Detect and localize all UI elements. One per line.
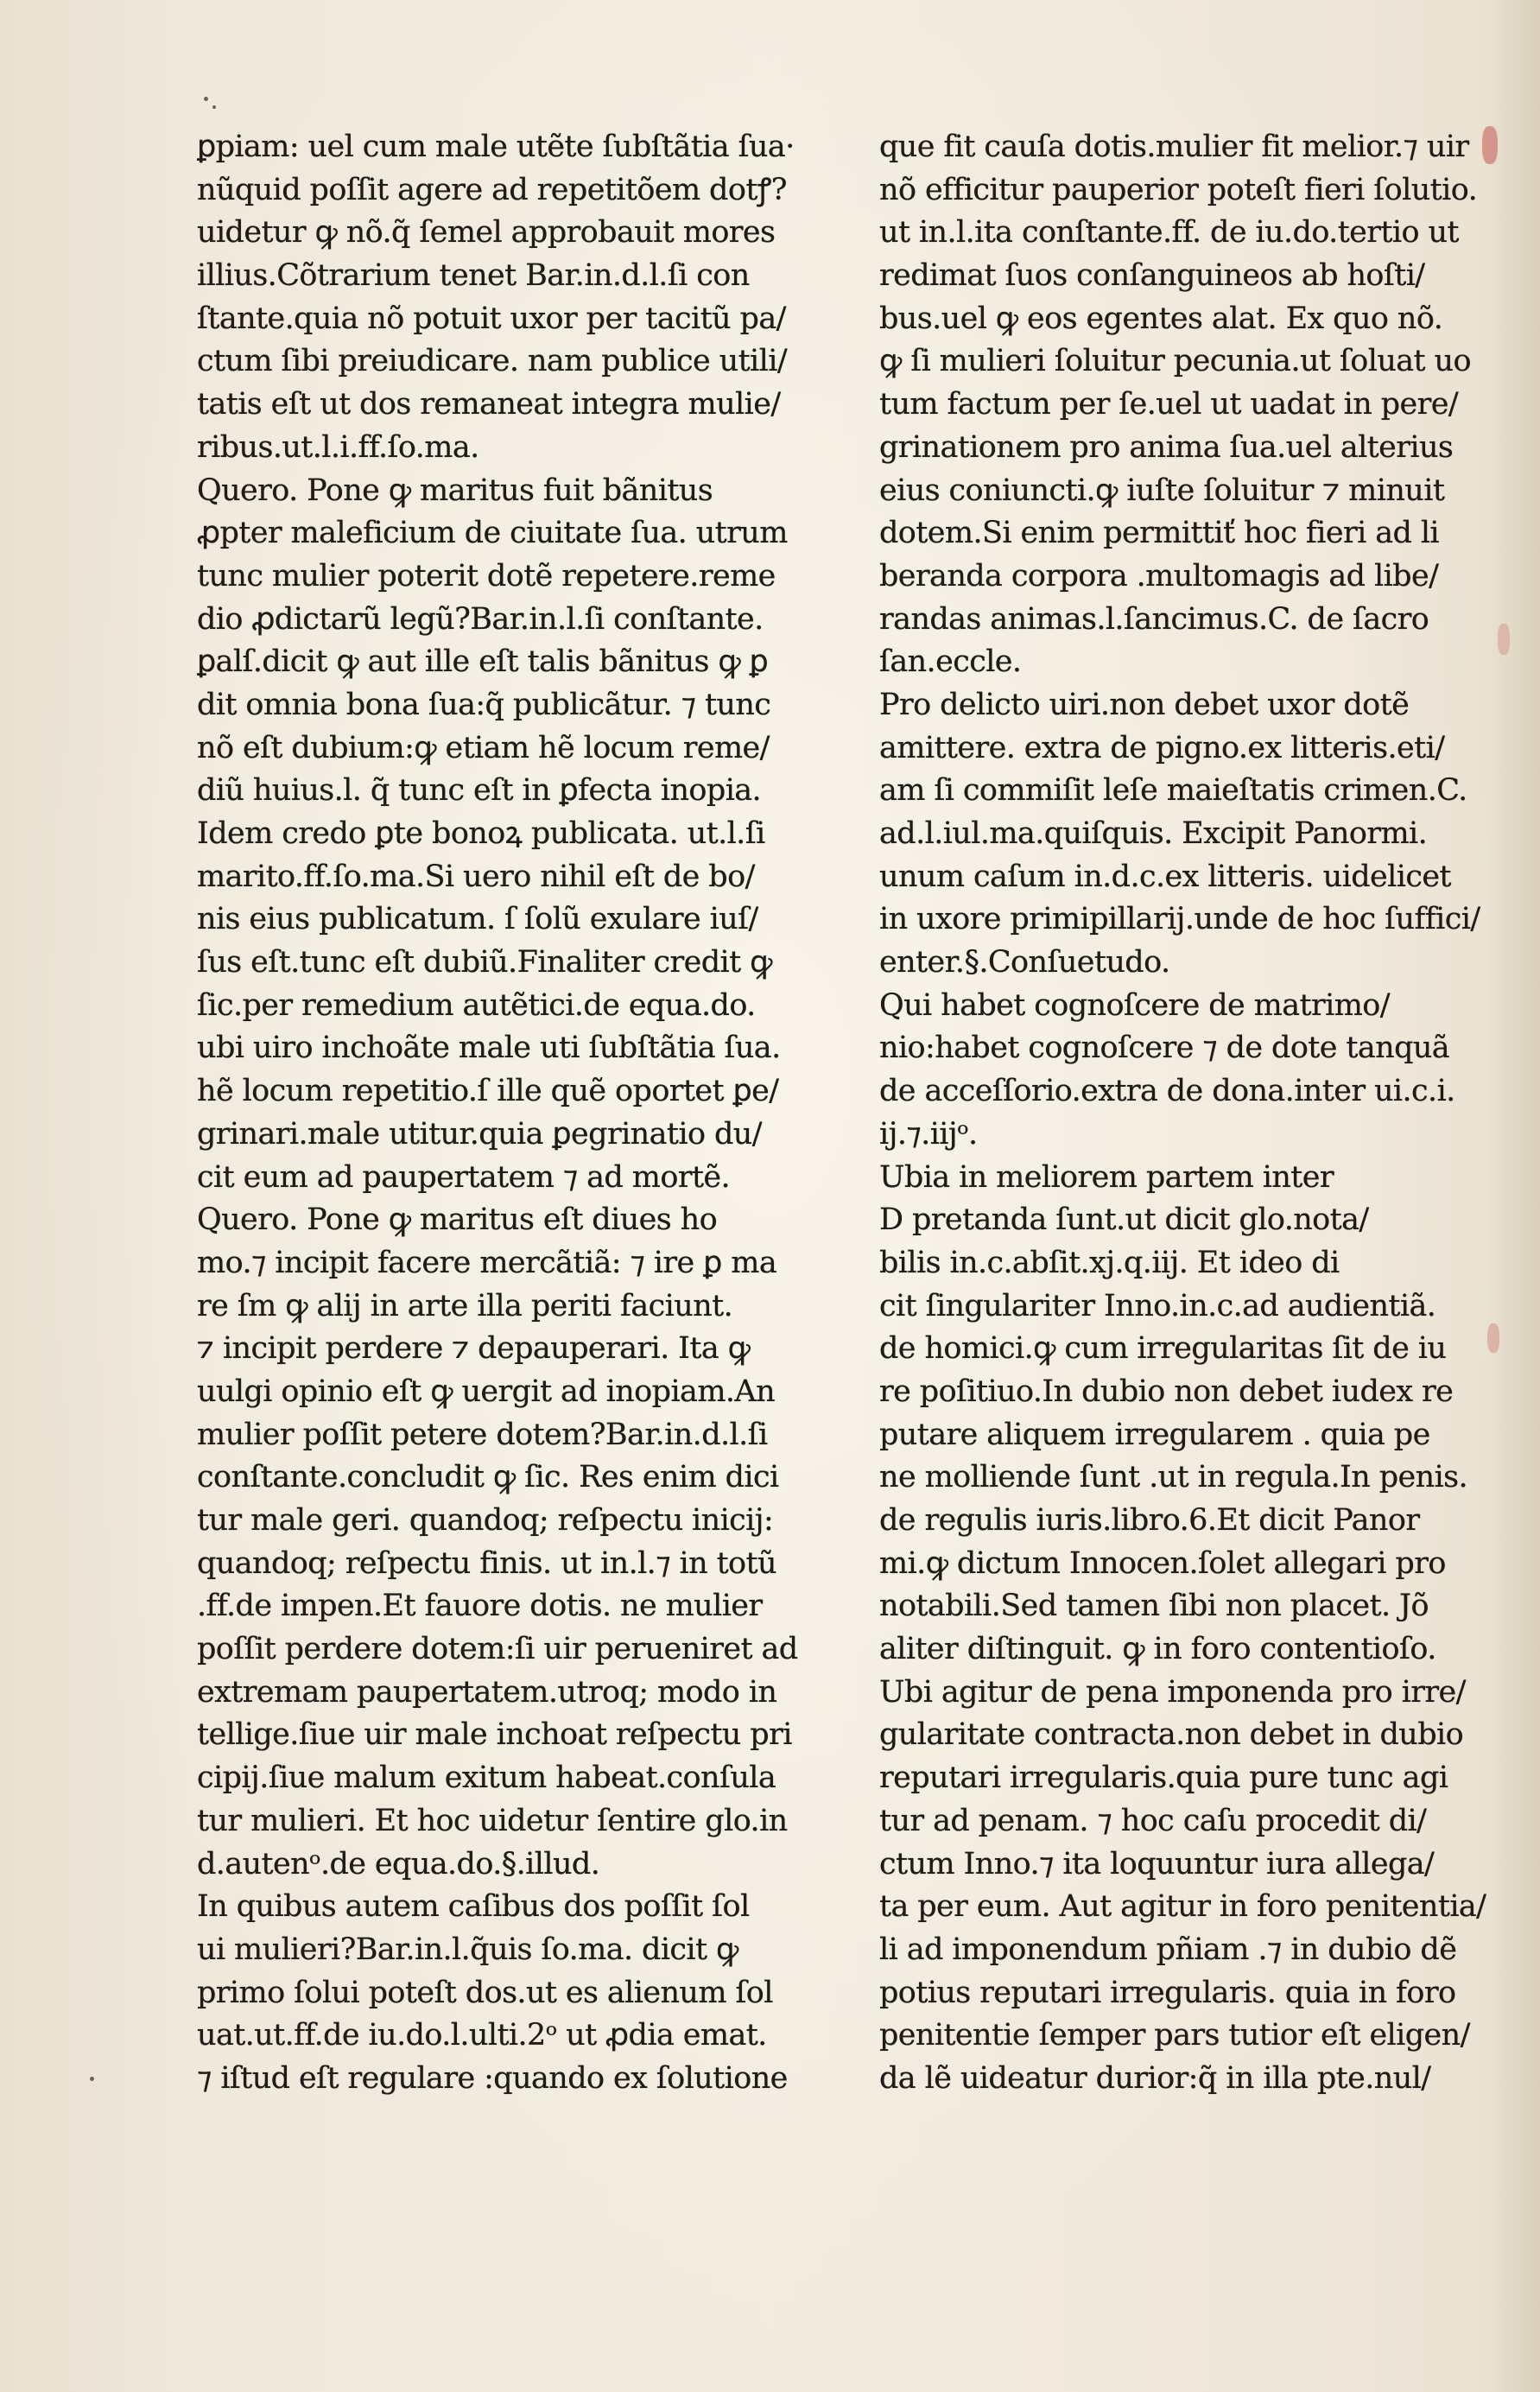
text-line: dit omnia bona ſua:q̃ publicãtur. ⁊ tunc bbox=[197, 687, 771, 722]
text-line: .ff.de impen.Et fauore dotis. ne mulier bbox=[197, 1589, 763, 1624]
text-line: re poſitiuo.In dubio non debet iudex re bbox=[879, 1374, 1454, 1409]
text-line: ad.l.iul.ma.quiſquis. Excipit Panormi. bbox=[879, 816, 1428, 851]
text-line: ꝑpiam: uel cum male utẽte ſubſtãtia ſua· bbox=[197, 130, 795, 164]
text-line: tellige.ſiue uir male inchoat reſpectu pri bbox=[197, 1717, 792, 1753]
text-line: extremam paupertatem.utroq; modo in bbox=[197, 1674, 777, 1710]
text-line: tunc mulier poterit dotẽ repetere.reme bbox=[197, 558, 776, 593]
text-line: nõ eſt dubium:ꝙ etiam hẽ locum reme/ bbox=[197, 730, 770, 765]
text-line: cit ſingulariter Inno.in.c.ad audientiã. bbox=[879, 1288, 1436, 1323]
text-line: reputari irregularis.quia pure tunc agi bbox=[879, 1761, 1448, 1796]
text-line: diũ huius.l. q̃ tunc eſt in ꝑfecta inopia. bbox=[197, 773, 762, 809]
text-line: d.autenᵒ.de equa.do.§.illud. bbox=[197, 1846, 600, 1881]
text-line: enter.§.Conſuetudo. bbox=[879, 945, 1170, 980]
text-line: penitentie ſemper pars tutior eſt eligen/ bbox=[879, 2018, 1470, 2053]
text-line: grinationem pro anima ſua.uel alterius bbox=[879, 429, 1454, 465]
text-line: Qui habet cognoſcere de matrimo/ bbox=[879, 987, 1390, 1023]
text-line: ſtante.quia nõ potuit uxor per tacitũ pa/ bbox=[197, 301, 786, 336]
text-line: dotem.Si enim permittiť hoc fieri ad li bbox=[879, 516, 1440, 551]
text-line: marito.ff.ſo.ma.Si uero nihil eſt de bo/ bbox=[197, 859, 755, 894]
text-line: eius coniuncti.ꝙ iuſte ſoluitur ⁊ minuit bbox=[879, 473, 1445, 508]
text-line: bus.uel ꝙ eos egentes alat. Ex quo nõ. bbox=[879, 301, 1443, 336]
text-line: uat.ut.ff.de iu.do.l.ulti.2ᵒ ut ꝓdia emat. bbox=[197, 2018, 767, 2053]
text-line: bilis in.c.abſit.xj.q.iij. Et ideo di bbox=[879, 1245, 1340, 1280]
text-line: amittere. extra de pigno.ex litteris.eti/ bbox=[879, 730, 1445, 765]
text-line: aliter diſtinguit. ꝙ in foro contentioſo. bbox=[879, 1632, 1436, 1667]
text-line: illius.Cõtrarium tenet Bar.in.d.l.ſi con bbox=[197, 258, 750, 294]
text-line: poſſit perdere dotem:ſi uir perueniret ad bbox=[197, 1632, 798, 1667]
text-line: ſic.per remedium autẽtici.de equa.do. bbox=[197, 987, 756, 1023]
text-line: uidetur ꝙ nõ.q̃ ſemel approbauit mores bbox=[197, 215, 776, 251]
text-line: ſus eſt.tunc eſt dubiũ.Finaliter credit ꝙ bbox=[197, 945, 772, 980]
text-line: mulier poſſit petere dotem?Bar.in.d.l.ſi bbox=[197, 1417, 768, 1452]
text-line: notabili.Sed tamen ſibi non placet. Jõ bbox=[879, 1589, 1429, 1624]
text-line: ta per eum. Aut agitur in foro penitentia/ bbox=[879, 1889, 1486, 1925]
text-line: beranda corpora .multomagis ad libe/ bbox=[879, 558, 1439, 593]
text-line: que fit cauſa dotis.mulier fit melior.⁊ uir bbox=[879, 130, 1469, 164]
text-line: dio ꝓdictarũ legũ?Bar.in.l.ſi conſtante. bbox=[197, 601, 764, 637]
text-line: uulgi opinio eſt ꝙ uergit ad inopiam.An bbox=[197, 1374, 776, 1409]
text-line: de homici.ꝙ cum irregularitas ſit de iu bbox=[879, 1331, 1447, 1367]
text-line: conſtante.concludit ꝙ ſic. Res enim dici bbox=[197, 1460, 779, 1495]
text-line: Idem credo ꝑte bonoꝝ publicata. ut.l.ſi bbox=[197, 816, 765, 851]
text-line: quandoq; reſpectu finis. ut in.l.⁊ in totũ bbox=[197, 1545, 776, 1581]
text-line: In quibus autem caſibus dos poſſit ſol bbox=[197, 1889, 750, 1925]
text-line: de acceſſorio.extra de dona.inter ui.c.i. bbox=[879, 1074, 1455, 1109]
text-line: ſan.eccle. bbox=[879, 644, 1022, 680]
text-line: ctum ſibi preiudicare. nam publice utili/ bbox=[197, 344, 788, 379]
text-line: ne molliende ſunt .ut in regula.In penis. bbox=[879, 1460, 1468, 1495]
text-line: nõ efficitur pauperior poteſt fieri ſolutio. bbox=[879, 172, 1478, 207]
text-line: ij.⁊.iijᵒ. bbox=[879, 1116, 978, 1152]
text-line: cipij.ſiue malum exitum habeat.conſula bbox=[197, 1761, 776, 1796]
text-line: putare aliquem irregularem . quia pe bbox=[879, 1417, 1430, 1452]
text-line: ⁊ iſtud eſt regulare :quando ex ſolutione bbox=[197, 2060, 788, 2096]
text-line: re ſm ꝙ alij in arte illa periti faciunt. bbox=[197, 1288, 733, 1323]
text-line: Ubia in meliorem partem inter bbox=[879, 1159, 1334, 1195]
text-line: nio:habet cognoſcere ⁊ de dote tanquã bbox=[879, 1031, 1450, 1066]
text-line: primo ſolui poteſt dos.ut es alienum ſol bbox=[197, 1975, 773, 2010]
ink-speck bbox=[90, 2077, 94, 2081]
text-line: D pretanda ſunt.ut dicit glo.nota/ bbox=[879, 1202, 1369, 1238]
text-line: ut in.l.ita conſtante.ff. de iu.do.tertio ut bbox=[879, 215, 1459, 251]
text-line: ꝓpter maleficium de ciuitate ſua. utrum bbox=[197, 516, 788, 551]
text-line: Pro delicto uiri.non debet uxor dotẽ bbox=[879, 687, 1410, 722]
text-line: tur male geri. quandoq; reſpectu inicij: bbox=[197, 1503, 774, 1538]
text-line: ui mulieri?Bar.in.l.q̃uis ſo.ma. dicit ꝙ bbox=[197, 1932, 738, 1967]
text-line: hẽ locum repetitio.ſ ille quẽ oportet ꝑe/ bbox=[197, 1074, 779, 1109]
text-line: nis eius publicatum. ſ ſolũ exulare iuſ/ bbox=[197, 902, 758, 937]
text-line: mo.⁊ incipit facere mercãtiã: ⁊ ire ꝑ ma bbox=[197, 1245, 777, 1280]
text-line: ubi uiro inchoãte male uti ſubſtãtia ſua. bbox=[197, 1031, 781, 1066]
right-text-column bbox=[879, 126, 1536, 2101]
ink-speck bbox=[204, 97, 208, 101]
text-line: tur mulieri. Et hoc uidetur ſentire glo.in bbox=[197, 1803, 788, 1838]
text-line: ribus.ut.l.i.ff.ſo.ma. bbox=[197, 429, 479, 465]
text-line: redimat ſuos conſanguineos ab hoſti/ bbox=[879, 258, 1425, 294]
text-line: tum factum per ſe.uel ut uadat in pere/ bbox=[879, 387, 1459, 422]
text-line: potius reputari irregularis. quia in foro bbox=[879, 1975, 1456, 2010]
text-line: ctum Inno.⁊ ita loquuntur iura allega/ bbox=[879, 1846, 1435, 1881]
text-line: gularitate contracta.non debet in dubio bbox=[879, 1717, 1464, 1753]
ink-speck bbox=[212, 105, 216, 109]
text-line: Quero. Pone ꝙ maritus eſt diues ho bbox=[197, 1202, 718, 1238]
text-line: mi.ꝙ dictum Innocen.ſolet allegari pro bbox=[879, 1545, 1446, 1581]
text-line: Quero. Pone ꝙ maritus fuit bãnitus bbox=[197, 473, 713, 508]
left-text-column bbox=[197, 126, 853, 2101]
text-line: ꝑalſ.dicit ꝙ aut ille eſt talis bãnitus ꝙ ꝑ bbox=[197, 644, 769, 680]
text-line: tatis eſt ut dos remaneat integra mulie/ bbox=[197, 387, 781, 422]
text-line: am ſi commiſit leſe maieſtatis crimen.C. bbox=[879, 773, 1467, 809]
text-line: unum caſum in.d.c.ex litteris. uidelicet bbox=[879, 859, 1451, 894]
text-line: cit eum ad paupertatem ⁊ ad mortẽ. bbox=[197, 1159, 731, 1195]
text-line: tur ad penam. ⁊ hoc caſu procedit di/ bbox=[879, 1803, 1427, 1838]
text-line: nũquid poſſit agere ad repetitõem dotꝭ? bbox=[197, 172, 787, 207]
text-line: randas animas.l.ſancimus.C. de ſacro bbox=[879, 601, 1429, 637]
text-line: in uxore primipillarij.unde de hoc ſuffici/ bbox=[879, 902, 1480, 937]
text-line: da lẽ uideatur durior:q̃ in illa pte.nul/ bbox=[879, 2060, 1431, 2096]
text-line: ⁊ incipit perdere ⁊ depauperari. Ita ꝙ bbox=[197, 1331, 751, 1367]
text-line: grinari.male utitur.quia ꝑegrinatio du/ bbox=[197, 1116, 762, 1152]
text-line: ꝙ ſi mulieri ſoluitur pecunia.ut ſoluat uo bbox=[879, 344, 1471, 379]
text-line: de regulis iuris.libro.6.Et dicit Panor bbox=[879, 1503, 1420, 1538]
text-line: li ad imponendum pñiam .⁊ in dubio dẽ bbox=[879, 1932, 1457, 1967]
text-line: Ubi agitur de pena imponenda pro irre/ bbox=[879, 1674, 1466, 1710]
